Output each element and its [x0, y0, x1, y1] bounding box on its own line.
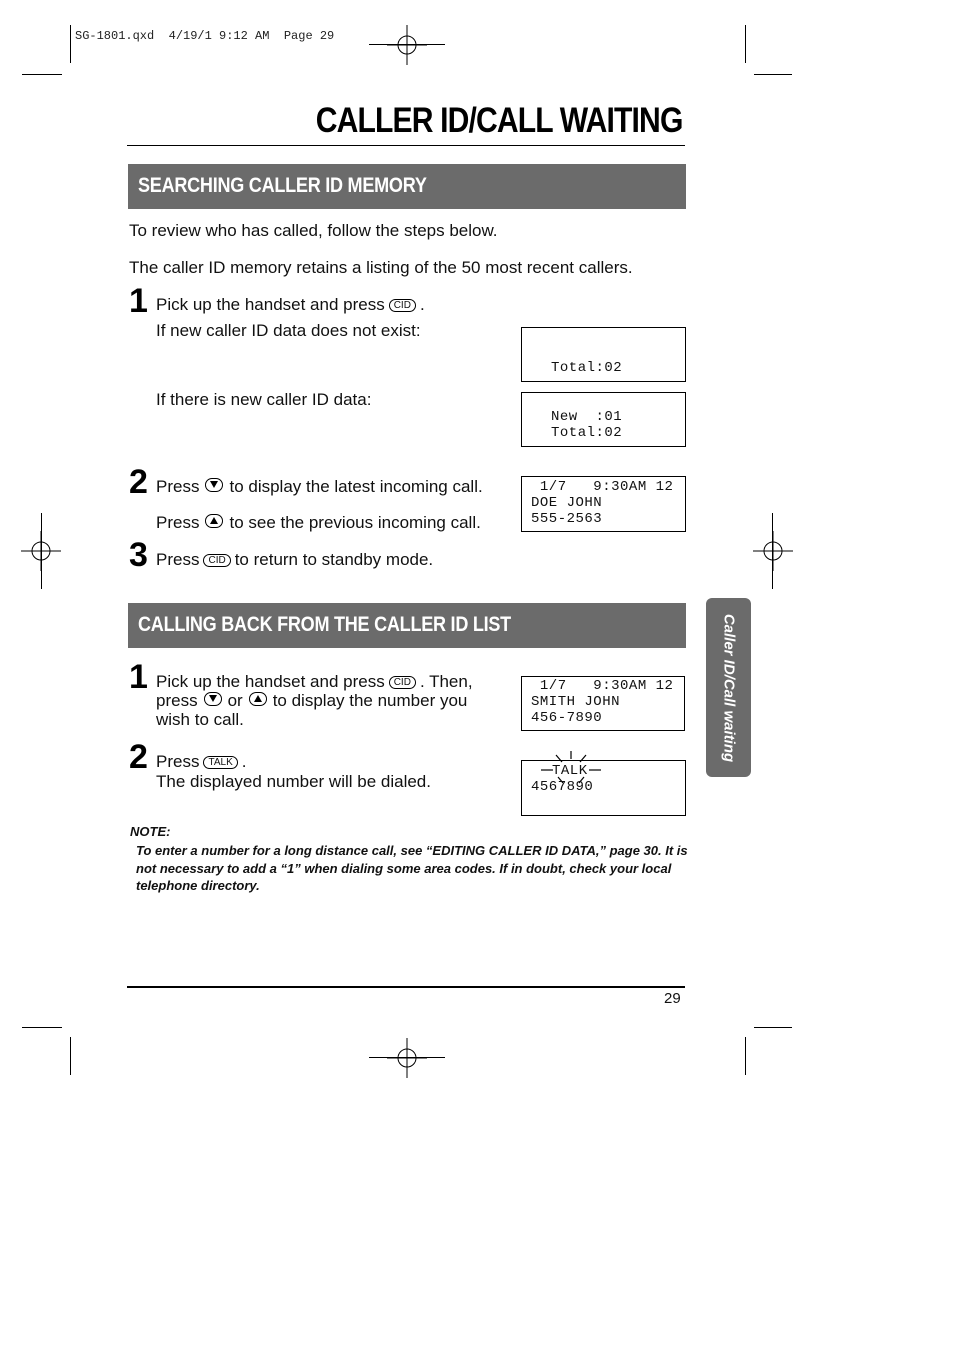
step-text-part: to display the latest incoming call.	[229, 477, 483, 496]
lcd-line: 555-2563	[531, 511, 603, 527]
crop-mark	[754, 74, 792, 75]
step-text-part: or	[227, 691, 243, 710]
intro-text: The caller ID memory retains a listing of the 50 most recent callers.	[129, 258, 633, 277]
step-text-part: Press	[156, 477, 200, 496]
step-text-part: press	[156, 691, 198, 710]
crop-mark	[70, 25, 71, 63]
registration-mark-icon	[387, 1038, 427, 1078]
step-text	[156, 513, 481, 533]
title-rule	[127, 145, 685, 146]
step-text-part: .	[419, 295, 425, 314]
cid-key-icon: CID	[389, 676, 416, 689]
registration-mark-icon	[387, 25, 427, 65]
lcd-line: Total:02	[551, 360, 623, 376]
crop-mark	[369, 44, 445, 45]
lcd-line: New :01	[551, 409, 623, 425]
step-text	[156, 691, 467, 711]
step-text-part: Pick up the handset and press	[156, 672, 385, 691]
note-text: To enter a number for a long distance call, see “EDITING CALLER ID DATA,” page 30. It is not necessary to add a “1” when dialing some area codes. If in doubt, check your local telephone directory.	[136, 843, 688, 893]
lcd-line: 4567890	[531, 779, 594, 795]
page-title: CALLER ID/CALL WAITING	[315, 101, 682, 140]
lcd-display	[521, 676, 685, 731]
step-text: If new caller ID data does not exist:	[156, 321, 421, 340]
lcd-display	[521, 327, 686, 382]
down-arrow-key-icon	[205, 478, 223, 492]
section-header-calling-back	[128, 603, 686, 648]
cid-key-icon: CID	[203, 554, 230, 567]
lcd-line: Total:02	[551, 425, 623, 441]
lcd-display	[521, 476, 686, 532]
note-heading: NOTE:	[130, 824, 171, 839]
crop-mark	[754, 1027, 792, 1028]
talk-key-icon: TALK	[203, 756, 237, 769]
step-text: wish to call.	[156, 710, 244, 729]
step-number: 1	[129, 658, 148, 696]
footer-rule	[127, 986, 685, 988]
step-text-part: to display the number you	[272, 691, 468, 710]
crop-mark	[369, 1057, 445, 1058]
step-text	[156, 550, 433, 570]
step-number: 2	[129, 463, 148, 501]
lcd-display	[521, 760, 686, 816]
step-text-part: Pick up the handset and press	[156, 295, 385, 314]
crop-mark	[70, 1037, 71, 1075]
step-text-part: to return to standby mode.	[234, 550, 434, 569]
up-arrow-key-icon	[249, 692, 267, 706]
registration-mark-icon	[753, 531, 793, 571]
crop-mark	[745, 1037, 746, 1075]
lcd-line: 1/7 9:30AM 12	[531, 479, 674, 495]
lcd-line: DOE JOHN	[531, 495, 603, 511]
crop-mark	[41, 513, 42, 589]
section-title: SEARCHING CALLER ID MEMORY	[138, 174, 427, 197]
lcd-line: 1/7 9:30AM 12	[531, 678, 674, 694]
step-text-part: . Then,	[419, 672, 473, 691]
step-text: If there is new caller ID data:	[156, 390, 372, 409]
cid-key-icon: CID	[389, 299, 416, 312]
step-text-part: .	[241, 752, 247, 771]
step-number: 1	[129, 282, 148, 320]
step-text-part: Press	[156, 752, 200, 771]
side-tab-label: Caller ID/Call waiting	[720, 613, 737, 762]
step-text	[156, 295, 425, 315]
crop-mark	[745, 25, 746, 63]
step-text: The displayed number will be dialed.	[156, 772, 431, 791]
lcd-line: SMITH JOHN	[531, 694, 621, 710]
crop-mark	[772, 513, 773, 589]
step-number: 3	[129, 536, 148, 574]
intro-text: To review who has called, follow the steps below.	[129, 221, 498, 240]
step-text-part: to see the previous incoming call.	[229, 513, 481, 532]
lcd-line: TALK	[552, 763, 588, 779]
lcd-display	[521, 392, 686, 447]
step-text	[156, 752, 246, 772]
section-title: CALLING BACK FROM THE CALLER ID LIST	[138, 613, 511, 636]
page-number: 29	[664, 990, 681, 1007]
step-text-part: Press	[156, 513, 200, 532]
step-number: 2	[129, 738, 148, 776]
step-text-part: Press	[156, 550, 200, 569]
section-header-searching	[128, 164, 686, 209]
step-text	[156, 672, 473, 692]
lcd-line: 456-7890	[531, 710, 603, 726]
crop-mark	[22, 74, 62, 75]
up-arrow-key-icon	[205, 514, 223, 528]
down-arrow-key-icon	[204, 692, 222, 706]
side-tab	[706, 598, 751, 777]
file-header: SG-1801.qxd 4/19/1 9:12 AM Page 29	[75, 29, 335, 43]
crop-mark	[22, 1027, 62, 1028]
step-text	[156, 477, 483, 497]
